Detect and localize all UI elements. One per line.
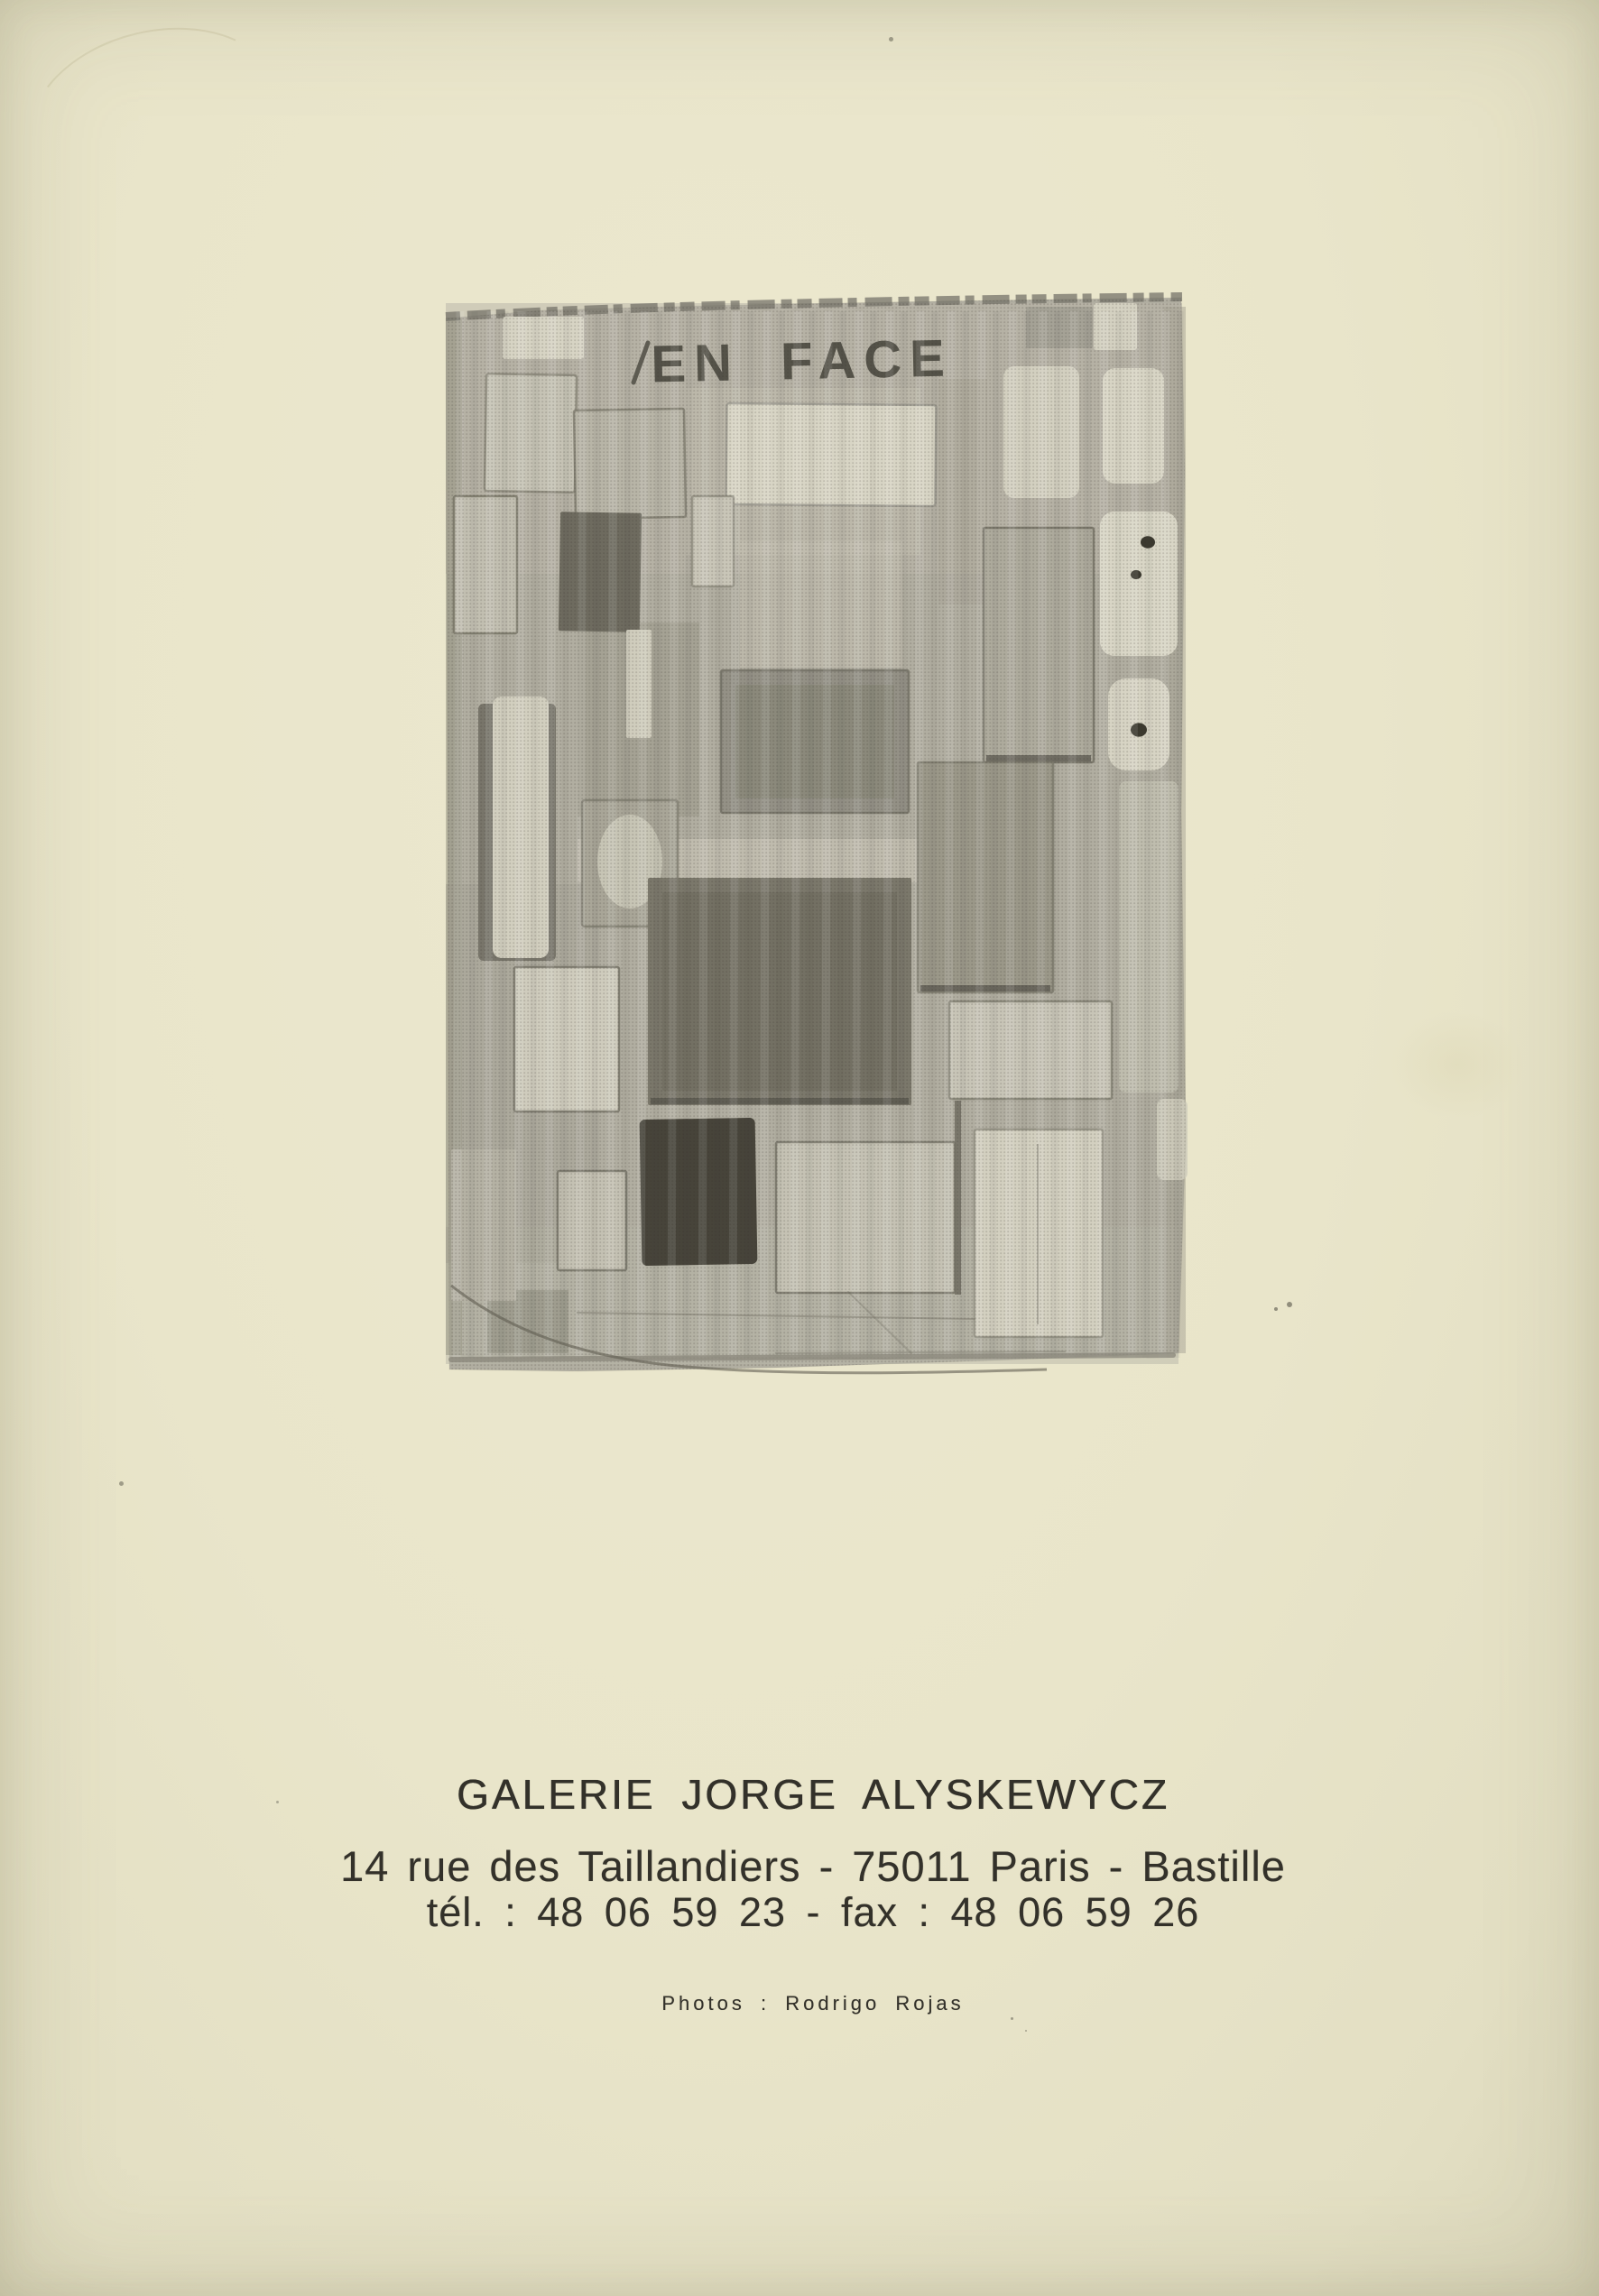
paper-speck [1025,2030,1027,2032]
paper-speck [1274,1307,1278,1311]
paper-speck [1287,1302,1292,1307]
paper-stain [1390,1010,1525,1119]
gallery-phone-fax: tél. : 48 06 59 23 - fax : 48 06 59 26 [426,1889,1200,1935]
gallery-address: 14 rue des Taillandiers - 75011 Paris - Bastille [340,1842,1286,1890]
paper-speck [1011,2017,1013,2020]
gallery-name: GALERIE JORGE ALYSKEWYCZ [457,1771,1169,1818]
artwork-photo [411,271,1250,1389]
photo-texture [446,298,1186,1373]
paper-speck [119,1481,124,1486]
paper-stain-arc [10,3,300,235]
photo-credit: Photos : Rodrigo Rojas [661,1992,965,2015]
paper-speck [889,37,893,41]
